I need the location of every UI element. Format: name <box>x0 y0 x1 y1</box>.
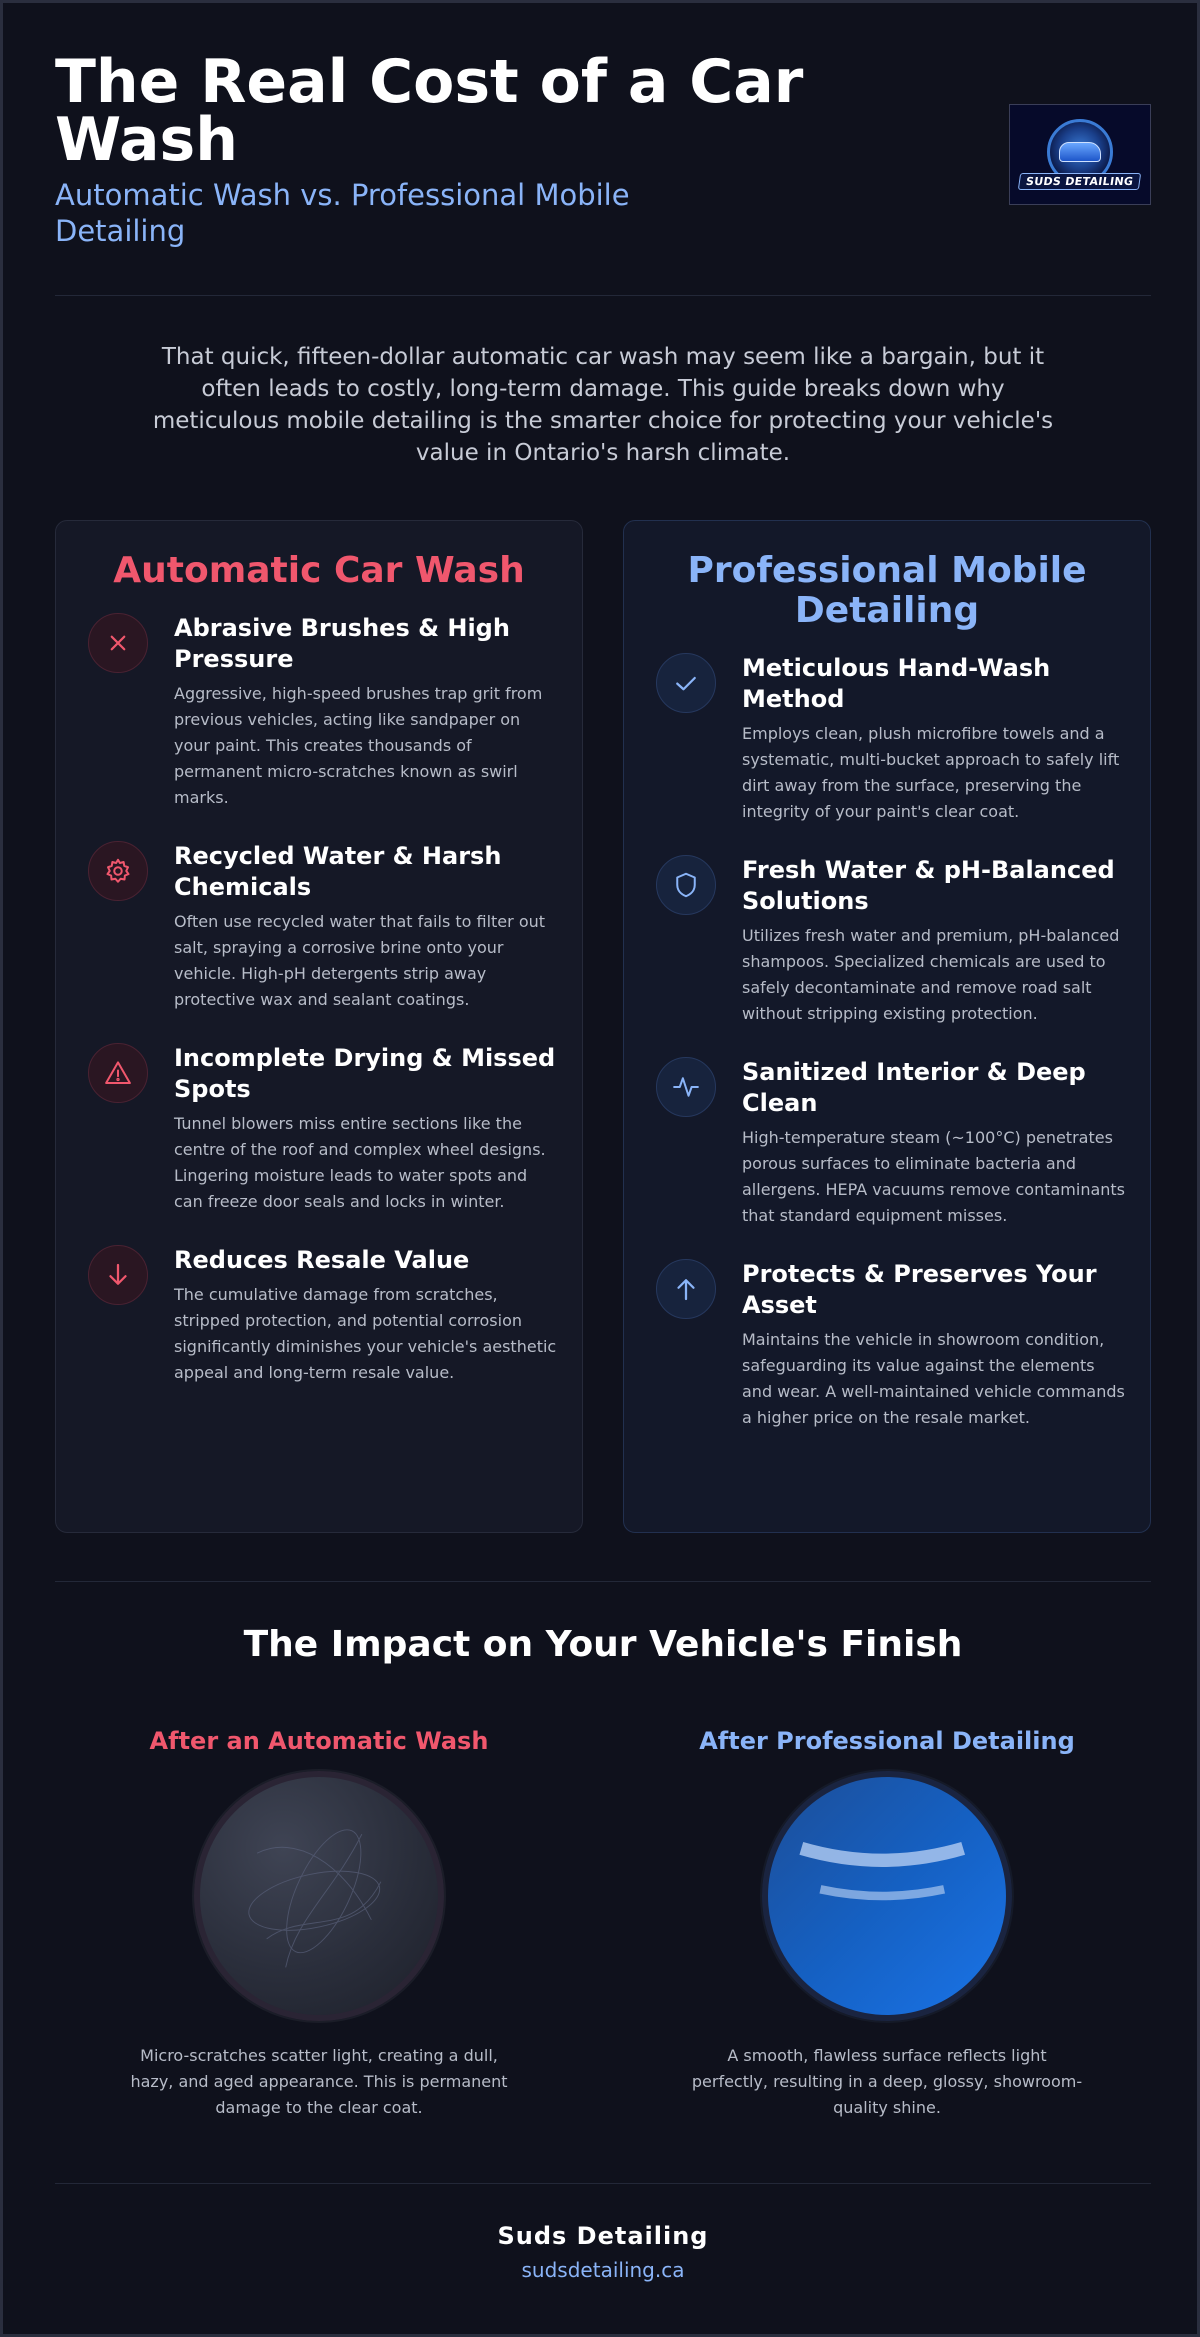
comparison-description: Micro-scratches scatter light, creating a dull, hazy, and aged appearance. This is permanent damage to the clear coat. <box>130 2046 508 2117</box>
scratched-paint-swatch <box>194 1771 444 2021</box>
page-subtitle: Automatic Wash vs. Professional Mobile Detailing <box>55 178 630 248</box>
intro-paragraph: That quick, fifteen-dollar automatic car wash may seem like a bargain, but it often leads to costly, long-term damage. This guide breaks down why meticulous mobile detailing is the smarter choice for protecting your vehicle's value in Ontario's harsh climate. <box>152 344 1054 466</box>
gear-icon <box>88 841 148 901</box>
professional-finish-comparison <box>677 1725 1097 2121</box>
item-description: High-temperature steam (~100°C) penetrates porous surfaces to eliminate bacteria and allergens. HEPA vacuums remove contaminants that standard equipment misses. <box>742 1128 1126 1225</box>
list-item <box>88 1245 558 1386</box>
item-description: Employs clean, plush microfibre towels and a systematic, multi-bucket approach to safely lift dirt away from the surface, preserving the integrity of your paint's clear coat. <box>742 724 1120 821</box>
automatic-wash-card <box>55 520 583 1533</box>
list-item <box>656 1057 1126 1229</box>
item-title: Abrasive Brushes & High Pressure <box>174 614 510 673</box>
automatic-finish-comparison <box>109 1725 529 2121</box>
card-title: Professional Mobile Detailing <box>687 550 1087 631</box>
card-title: Automatic Car Wash <box>113 550 525 591</box>
item-description: Tunnel blowers miss entire sections like the centre of the roof and complex wheel designs. Lingering moisture leads to water spots and can freeze door seals and locks in winter. <box>174 1114 546 1211</box>
divider <box>55 1581 1151 1582</box>
arrow-down-icon <box>88 1245 148 1305</box>
list-item <box>88 613 558 811</box>
item-title: Meticulous Hand-Wash Method <box>742 654 1051 713</box>
list-item <box>656 1259 1126 1431</box>
list-item <box>88 841 558 1013</box>
header <box>55 47 1151 263</box>
item-title: Reduces Resale Value <box>174 1246 470 1274</box>
arrow-up-icon <box>656 1259 716 1319</box>
comparison-label: After Professional Detailing <box>699 1727 1075 1755</box>
item-title: Incomplete Drying & Missed Spots <box>174 1044 556 1103</box>
check-icon <box>656 653 716 713</box>
comparison-label: After an Automatic Wash <box>149 1727 489 1755</box>
glossy-paint-swatch <box>762 1771 1012 2021</box>
page-title: The Real Cost of a Car Wash <box>55 47 804 175</box>
list-item <box>656 653 1126 825</box>
item-description: Utilizes fresh water and premium, pH-balanced shampoos. Specialized chemicals are used to safely decontaminate and remove road salt without stripping existing protection. <box>742 926 1120 1023</box>
shield-icon <box>656 855 716 915</box>
footer <box>3 2221 1200 2283</box>
x-icon <box>88 613 148 673</box>
item-description: Often use recycled water that fails to filter out salt, spraying a corrosive brine onto your vehicle. High-pH detergents strip away protective wax and sealant coatings. <box>174 912 546 1009</box>
brand-logo <box>1009 104 1151 205</box>
item-title: Fresh Water & pH-Balanced Solutions <box>742 856 1115 915</box>
item-title: Sanitized Interior & Deep Clean <box>742 1058 1086 1117</box>
divider <box>55 295 1151 296</box>
warning-icon <box>88 1043 148 1103</box>
item-description: The cumulative damage from scratches, stripped protection, and potential corrosion significantly diminishes your vehicle's aesthetic appeal and long-term resale value. <box>174 1285 557 1382</box>
pulse-icon <box>656 1057 716 1117</box>
website-link[interactable]: sudsdetailing.ca <box>521 2258 685 2282</box>
comparison-description: A smooth, flawless surface reflects light perfectly, resulting in a deep, glossy, showroom-quality shine. <box>691 2046 1083 2117</box>
impact-section-title: The Impact on Your Vehicle's Finish <box>243 1624 963 1665</box>
divider <box>55 2183 1151 2184</box>
item-description: Aggressive, high-speed brushes trap grit from previous vehicles, acting like sandpaper on your paint. This creates thousands of permanent micro-scratches known as swirl marks. <box>174 684 543 807</box>
logo-wordmark: SUDS DETAILING <box>1018 173 1142 190</box>
item-title: Recycled Water & Harsh Chemicals <box>174 842 502 901</box>
list-item <box>656 855 1126 1027</box>
list-item <box>88 1043 558 1215</box>
professional-detailing-card <box>623 520 1151 1533</box>
car-icon <box>1059 142 1101 162</box>
item-title: Protects & Preserves Your Asset <box>742 1260 1097 1319</box>
item-description: Maintains the vehicle in showroom condition, safeguarding its value against the elements and wear. A well-maintained vehicle commands a higher price on the resale market. <box>742 1330 1125 1427</box>
footer-brand: Suds Detailing <box>497 2222 709 2250</box>
